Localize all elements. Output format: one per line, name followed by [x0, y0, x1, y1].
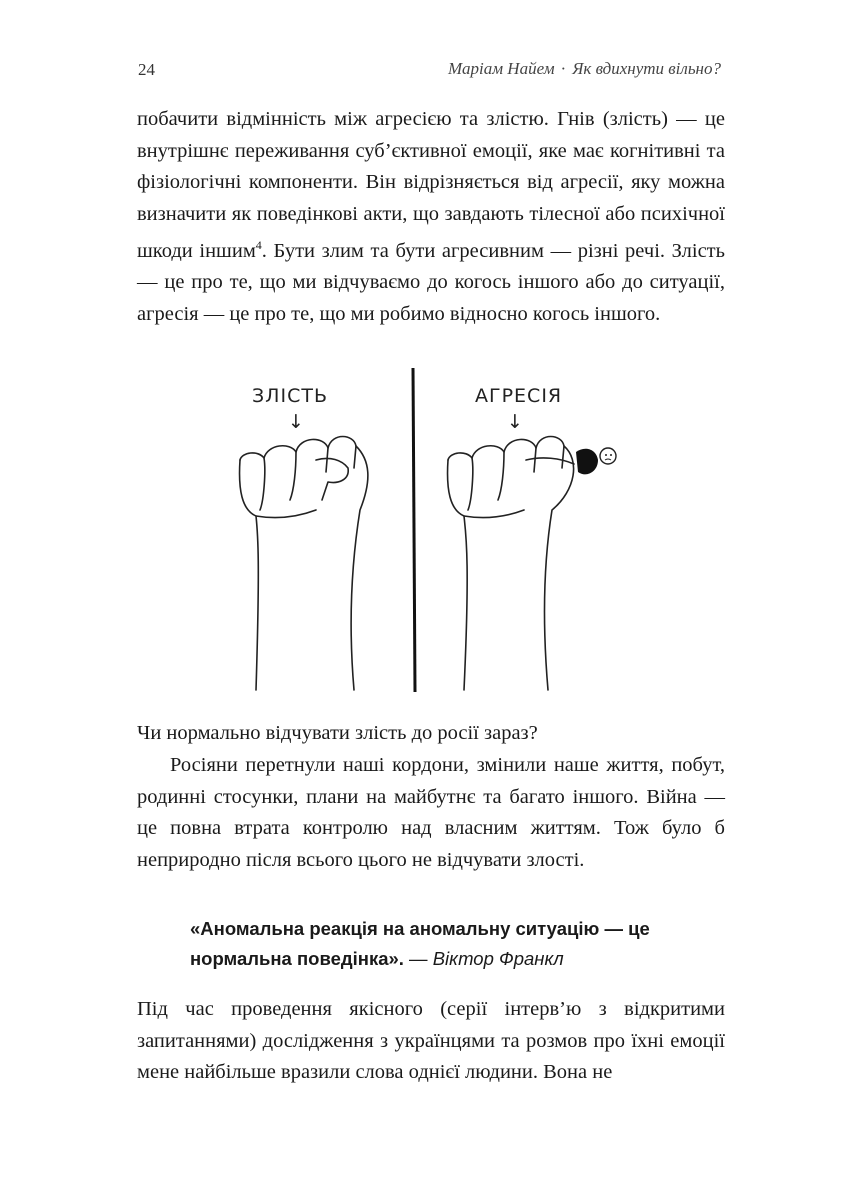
section-question: Чи нормально відчувати злість до росії зараз?	[137, 722, 538, 744]
fist-illustration	[230, 360, 650, 700]
body-paragraph-3: Під час проведення якісного (серії інтерв’ю з відкритими запитаннями) дослідження з українцями та розмов про їхні емоції мене найбільше вразили слова однієї людини. Вона не	[137, 998, 725, 1083]
running-head-separator: ·	[560, 59, 567, 78]
running-head-title: Як вдихнути вільно?	[572, 59, 721, 78]
paragraph-1-continuation: . Бути злим та бути агресивним — різні речі. Злість — це про те, що ми відчуваємо до когось іншого або до ситуації, агресія — це про те, що ми робимо відносно когось іншого.	[137, 239, 725, 325]
body-paragraph-2: Росіяни перетнули наші кордони, змінили наше життя, побут, родинні стосунки, плани на майбутнє та багато іншого. Війна — це повна втрата контролю над власним життям. Тож було б неприродно після всього цього не відчувати злості.	[137, 754, 725, 871]
illustration-left-arrow: ↓	[288, 411, 305, 433]
quote-text: «Аномальна реакція на аномальну ситуацію — це нормальна поведінка».	[190, 918, 650, 969]
illustration-left-label: ЗЛІСТЬ	[252, 385, 328, 407]
footnote-reference: 4	[255, 238, 262, 252]
illustration-divider	[413, 368, 415, 692]
epigraph-quote	[190, 914, 680, 974]
illustration-right-arrow: ↓	[507, 411, 524, 433]
running-head	[448, 59, 721, 79]
body-paragraph-1	[137, 104, 725, 330]
running-head-author: Маріам Найем	[448, 59, 555, 78]
left-fist	[240, 437, 368, 691]
illustration-right-label: АГРЕСІЯ	[475, 385, 563, 407]
paragraph-1-text: побачити відмінність між агресією та злістю. Гнів (злість) — це внутрішнє переживання суб’єктивної емоції, яке має когнітивні та фізіологічні компоненти. Він відрізняється від агресії, яку можна визначити як поведінкові акти, що завдають тілесної або психічної шкоди іншим	[137, 108, 725, 262]
right-fist	[448, 437, 574, 691]
fist-drawing	[230, 360, 650, 700]
quote-dash: —	[403, 948, 433, 969]
squeezed-person	[576, 448, 616, 474]
quote-author: Віктор Франкл	[432, 948, 564, 969]
page-number: 24	[138, 60, 155, 79]
